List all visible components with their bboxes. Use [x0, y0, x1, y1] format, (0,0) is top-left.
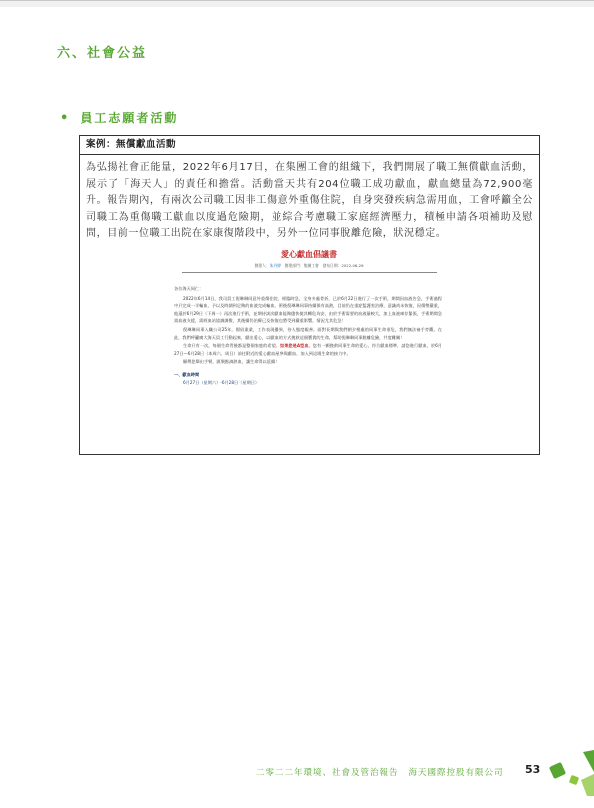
letter-p3-highlight: 如果您是A型血 [280, 343, 309, 349]
blood-donation-letter-image [92, 245, 526, 445]
letter-paragraph-4: 願傳您舉出手臂，匯聚點滴熱血，讓生命得以延續！ [183, 359, 280, 365]
letter-paragraph-3 [174, 342, 442, 357]
subsection-title: 員工志願者活動 [80, 111, 179, 125]
page-number: 53 [525, 763, 541, 776]
letter-meta [92, 263, 526, 269]
letter-title: 愛心獻血倡議書 [281, 250, 337, 259]
letter-creator: 朱丹婷 [269, 263, 282, 268]
letter-text [92, 285, 526, 386]
top-rule [0, 0, 594, 7]
letter-divider [182, 272, 437, 273]
bullet-icon: • [60, 111, 71, 126]
letter-p3-a: 生命只有一次，每個生命背後都是整個家庭的希望。 [183, 343, 280, 349]
letter-creator-label: 創建人： [254, 263, 270, 268]
letter-section-time: 6月27日（星期六）-6月28日（星期日） [183, 379, 260, 385]
case-header: 案例：無償獻血活動 [80, 136, 539, 155]
subsection-heading [60, 109, 178, 126]
letter-section-label: 一、獻血時間 [174, 371, 200, 377]
letter-dept: 創建部門：集團工會 [284, 263, 319, 268]
letter-p3-b: ，您有一顆挽救同事生命的愛心，符合獻血標準，請您進行獻血，於6月27日—6月28日（本周六、周日）前往附近的愛心獻血屋參與獻血，加入到這場生命的接力中。 [174, 343, 442, 356]
letter-greeting: 各位海天同仁： [174, 286, 204, 291]
footer-text [256, 766, 504, 778]
section-title: 六、社會公益 [57, 46, 148, 61]
letter-date: 發布日期：2022-06-26 [322, 263, 364, 268]
letter-paragraph-1: 2022年6月14日，我司員工倪琳琳同意外重傷住院，經臨時急，全身多處骨折，已於6月22日進行了一次手術，期間因血液告急，手術過程中只完成一半輸血，予以及時調到足夠的血液完成輸血，術後倪琳琳同事持續保有高熱，目前仍在重症監護室治療，意識尚未恢復，因傷勢嚴重，他還於6月29日（下周一）再次進行手術，並期待該次獻血能夠儘快使其轉危為安，由於手術需要的血液量較大，加上血液庫存緊張，手術期間急需血液支援，需經血站協調調撥，其後續仍治療已及恢復也將受到嚴重影響，情況尤其危急！ [174, 295, 443, 324]
case-body: 為弘揚社會正能量，2022年6月17日，在集團工會的組織下，我們開展了職工無償獻血活動，展示了「海天人」的責任和擔當。活動當天共有204位職工成功獻血，獻血總量為72,900毫升。報告期內，有兩次公司職工因非工傷意外重傷住院，自身突發疾病急需用血，工會呼籲全公司職工為重傷職工獻血以度過危險期，並綜合考慮職工家庭經濟壓力，積極申請各項補助及慰問，目前一位職工出院在家康復階段中，另外一位同事脫離危險，狀況穩定。 [86, 162, 533, 239]
footer-company: 海天國際控股有限公司 [408, 768, 504, 778]
letter-paragraph-2: 倪琳琳同事入職公司25年，揚眉業業，工作表現優異，待人態度親善。面對長期與我們朝夕相處的同事生命垂危，我們無法袖手旁觀。在此，我們呼籲廣大海天員工行動起來，獻出愛心，以獻血的方式挽救這個寶貴的生命，幫助倪琳琳同事脫離危險，共度難關！ [174, 326, 442, 340]
brand-shapes-icon [543, 750, 594, 796]
footer-report-title: 二零二二年環境、社會及管治報告 [256, 768, 399, 778]
